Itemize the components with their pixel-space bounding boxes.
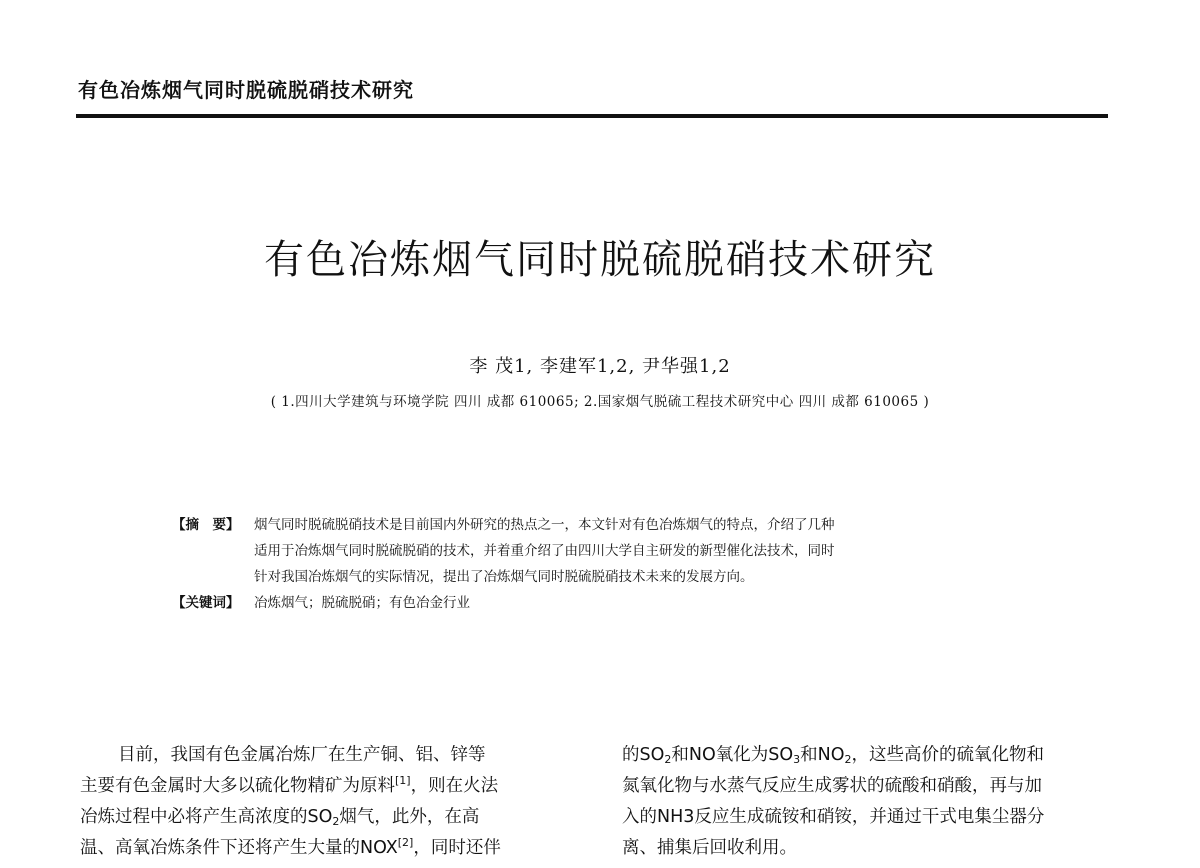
body-text: ，这些高价的硫氧化物和 xyxy=(851,745,1045,765)
body-text: ，则在火法 xyxy=(410,776,499,796)
body-text: 温、高氧冶炼条件下还将产生大量的NOX xyxy=(80,838,398,858)
paper-affiliations: ( 1.四川大学建筑与环境学院 四川 成都 610065; 2.国家烟气脱硫工程技术研究中心 四川 成都 610065 ) xyxy=(270,394,930,410)
keywords-label: 【关键词】 xyxy=(172,595,240,611)
body-text: 烟气，此外，在高 xyxy=(339,807,480,827)
citation-ref: [2] xyxy=(397,836,414,849)
running-head-title: 有色冶炼烟气同时脱硫脱硝技术研究 xyxy=(78,78,414,102)
citation-ref: [1] xyxy=(395,774,411,787)
abstract-line: 针对我国冶炼烟气的实际情况，提出了冶炼烟气同时脱硫脱硝技术未来的发展方向。 xyxy=(254,569,754,585)
body-text: 主要有色金属时大多以硫化物精矿为原料 xyxy=(80,776,395,796)
body-column-left xyxy=(80,740,572,864)
paper-title: 有色冶炼烟气同时脱硫脱硝技术研究 xyxy=(264,237,936,283)
paper-authors: 李 茂1, 李建军1,2, 尹华强1,2 xyxy=(469,356,731,377)
keywords-row xyxy=(172,590,1032,616)
abstract-text xyxy=(254,512,1032,590)
abstract-label: 【摘 要】 xyxy=(172,517,240,533)
body-text: 冶炼过程中必将产生高浓度的SO xyxy=(80,807,333,827)
body-line xyxy=(80,771,572,802)
body-line: 氮氧化物与水蒸气反应生成雾状的硫酸和硝酸，再与加 xyxy=(622,776,1042,796)
subscript: 2 xyxy=(332,815,340,828)
body-text: 和NO氧化为SO xyxy=(671,745,794,765)
subscript: 3 xyxy=(793,753,801,766)
keywords-text: 冶炼烟气；脱硫脱硝；有色冶金行业 xyxy=(254,595,470,611)
abstract-row xyxy=(172,512,1032,590)
abstract-line: 烟气同时脱硫脱硝技术是目前国内外研究的热点之一，本文针对有色冶炼烟气的特点，介绍了几种 xyxy=(254,517,835,533)
body-column-right xyxy=(622,740,1114,864)
subscript: 2 xyxy=(664,753,672,766)
abstract-block xyxy=(172,512,1032,616)
body-line: 离、捕集后回收利用。 xyxy=(622,838,797,858)
header-rule xyxy=(76,114,1108,118)
body-text: 的SO xyxy=(622,745,665,765)
body-line xyxy=(622,740,1114,771)
subscript: 2 xyxy=(844,753,852,766)
body-line: 入的NH3反应生成硫铵和硝铵，并通过干式电集尘器分 xyxy=(622,807,1045,827)
body-line xyxy=(80,802,572,833)
abstract-line: 适用于冶炼烟气同时脱硫脱硝的技术，并着重介绍了由四川大学自主研发的新型催化法技术，同时 xyxy=(254,543,835,559)
body-text: ，同时还伴 xyxy=(413,838,501,858)
body-text: 和NO xyxy=(800,745,845,765)
body-line xyxy=(80,833,572,864)
body-line: 目前，我国有色金属冶炼厂在生产铜、铝、锌等 xyxy=(118,745,486,765)
